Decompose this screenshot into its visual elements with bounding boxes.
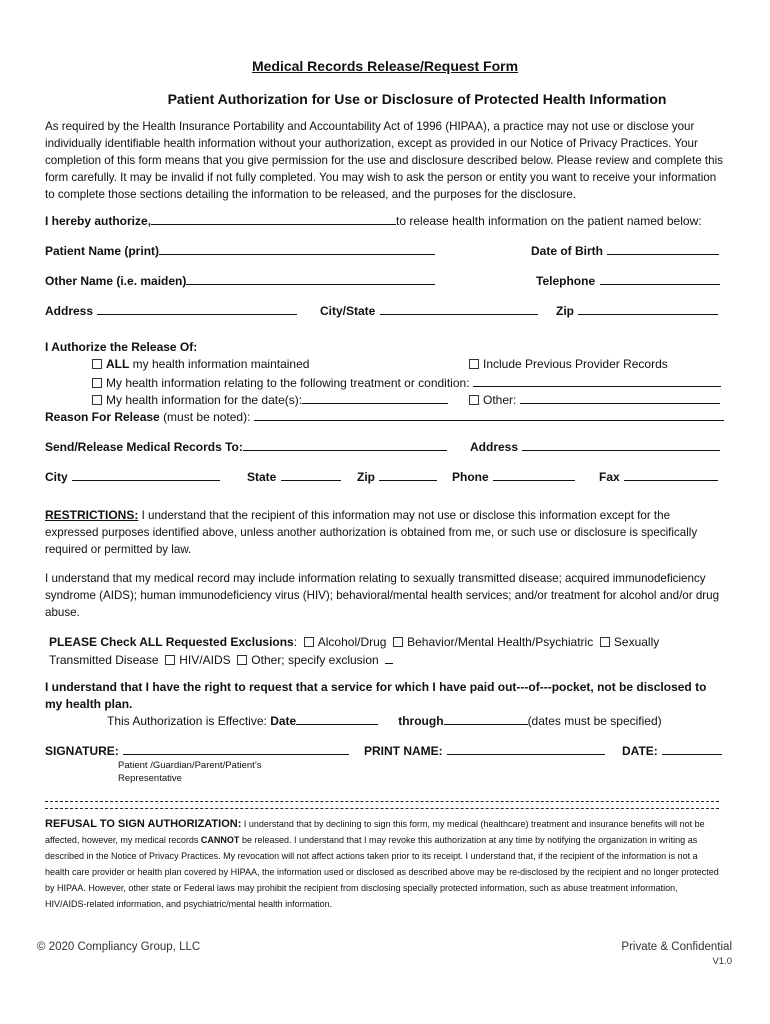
release-heading: I Authorize the Release Of: <box>45 340 198 354</box>
send-city-field[interactable] <box>72 468 220 481</box>
restrictions-label: RESTRICTIONS: <box>45 508 139 522</box>
refusal-cannot: CANNOT <box>200 835 240 845</box>
exclusion-alcohol-text: Alcohol/Drug <box>317 635 387 649</box>
effective-through-label: through <box>398 714 444 728</box>
exclusion-behavioral-text: Behavior/Mental Health/Psychiatric <box>407 635 594 649</box>
send-address-label: Address <box>470 440 519 454</box>
refusal-text-a: I understand that by declining to sign this form, my medical (healthcare) treatment and insurance benefits will not be affected, however, my medical records <box>45 819 705 845</box>
exclusion-alcohol-checkbox[interactable] <box>304 637 314 647</box>
send-address-row <box>470 438 720 456</box>
release-all-text: my health information maintained <box>132 357 310 371</box>
other-field[interactable] <box>520 391 720 404</box>
send-address-field[interactable] <box>522 438 720 451</box>
dates-checkbox[interactable] <box>92 395 102 405</box>
restrictions-text: I understand that the recipient of this information may not use or disclose this information except for the expressed purposes identified above, unless another authorization is obtained from me, or such use or disclosure is specifically required or permitted by law. <box>45 509 698 556</box>
print-name-field[interactable] <box>447 742 605 755</box>
other-option <box>469 391 720 407</box>
exclusion-std-text-b: Transmitted Disease <box>49 653 159 667</box>
signature-sublabel-line1: Patient /Guardian/Parent/Patient’s <box>118 760 262 771</box>
send-zip-label: Zip <box>357 470 375 484</box>
other-text: Other: <box>483 393 517 407</box>
send-city-row <box>45 468 220 486</box>
telephone-row <box>536 272 720 290</box>
out-of-pocket-paragraph: I understand that I have the right to request that a service for which I have paid out---of---pocket, not be disclosed to my health plan. <box>45 680 707 711</box>
signature-date-label: DATE: <box>622 744 658 758</box>
exclusion-other-checkbox[interactable] <box>237 655 247 665</box>
exclusions-paragraph <box>49 634 721 669</box>
print-name-label: PRINT NAME: <box>364 744 443 758</box>
form-title: Medical Records Release/Request Form <box>251 58 519 74</box>
send-phone-label: Phone <box>452 470 489 484</box>
authorize-suffix: to release health information on the patient named below: <box>396 214 702 228</box>
send-to-label: Send/Release Medical Records To: <box>45 440 243 454</box>
effective-prefix: This Authorization is Effective: <box>107 714 267 728</box>
citystate-row <box>320 302 538 320</box>
exclusion-hiv-text: HIV/AIDS <box>179 653 231 667</box>
effective-note: (dates must be specified) <box>527 714 662 728</box>
send-to-field[interactable] <box>243 438 447 451</box>
send-fax-field[interactable] <box>624 468 718 481</box>
effective-date-label: Date <box>270 714 297 728</box>
address-row <box>45 302 297 320</box>
patient-name-label: Patient Name (print) <box>45 244 160 258</box>
release-all-option <box>92 357 309 371</box>
exclusion-other-text: Other; specify exclusion <box>251 653 379 667</box>
citystate-field[interactable] <box>380 302 538 315</box>
send-zip-row <box>357 468 437 486</box>
signature-sublabel-line2: Representative <box>118 773 182 784</box>
dob-field[interactable] <box>607 242 719 255</box>
signature-field[interactable] <box>123 742 349 755</box>
release-all-checkbox[interactable] <box>92 359 102 369</box>
signature-date-field[interactable] <box>662 742 722 755</box>
effective-through-field[interactable] <box>444 712 528 725</box>
footer-private: Private & Confidential <box>621 941 732 953</box>
effective-date-field[interactable] <box>296 712 378 725</box>
treatment-option <box>92 374 721 390</box>
send-fax-row <box>599 468 718 486</box>
footer-copyright: © 2020 Compliancy Group, LLC <box>37 941 201 953</box>
telephone-label: Telephone <box>536 274 596 288</box>
telephone-field[interactable] <box>600 272 720 285</box>
patient-name-field[interactable] <box>159 242 435 255</box>
reason-note: (must be noted): <box>163 410 251 424</box>
treatment-text: My health information relating to the following treatment or condition: <box>106 376 470 390</box>
other-name-row <box>45 272 435 290</box>
authorized-party-field[interactable] <box>151 212 396 225</box>
reason-field[interactable] <box>254 408 724 421</box>
std-paragraph: I understand that my medical record may include information relating to sexually transmitted disease; acquired immunodeficiency syndrome (AIDS); human immunodeficiency virus (HIV); behavioral/mental health services; and/or treatment for alcohol and/or drug abuse. <box>45 572 720 619</box>
treatment-field[interactable] <box>473 374 721 387</box>
refusal-text-b: be released. I understand that I may revoke this authorization at any time by notifying the organization in writing as described in the Notice of Privacy Practices. My revocation will not affect actions taken prior to its receipt. I understand that, if the recipient of the information is not a health care provider or health plan covered by HIPAA, the information used or disclosed as described above may be re-disclosed by the recipient and no longer protected by HIPAA. However, other state or Federal laws may prohibit the recipient from disclosing specially protected information, such as abuse treatment information, HIV/AIDS-related information, and psychiatric/mental health information. <box>45 835 719 909</box>
form-subtitle: Patient Authorization for Use or Disclosure of Protected Health Information <box>167 91 667 107</box>
exclusion-std-checkbox[interactable] <box>600 637 610 647</box>
other-checkbox[interactable] <box>469 395 479 405</box>
exclusion-other-field[interactable] <box>385 651 393 664</box>
authorize-row <box>45 212 702 230</box>
include-previous-text: Include Previous Provider Records <box>483 357 668 371</box>
exclusion-behavioral-checkbox[interactable] <box>393 637 403 647</box>
other-name-label: Other Name (i.e. maiden) <box>45 274 187 288</box>
send-state-label: State <box>247 470 277 484</box>
zip-field[interactable] <box>578 302 718 315</box>
release-all-bold: ALL <box>106 357 130 371</box>
treatment-checkbox[interactable] <box>92 378 102 388</box>
intro-paragraph: As required by the Health Insurance Portability and Accountability Act of 1996 (HIPAA), a practice may not use or disclose your individually identifiable health information without your authorization, except as provided in our Notice of Privacy Practices. Your completion of this form means that you give permission for the use and disclosure described below. Please review and complete this form carefully. It may be invalid if not fully completed. You may wish to ask the person or entity you want to receive your information to complete those sections detailing the information to be released, and the purposes for the disclosure. <box>45 120 723 201</box>
send-phone-row <box>452 468 575 486</box>
dates-text: My health information for the date(s): <box>106 393 303 407</box>
exclusions-colon: : <box>293 635 298 649</box>
reason-row <box>45 408 724 424</box>
dates-field[interactable] <box>302 391 448 404</box>
reason-label: Reason For Release <box>45 410 160 424</box>
send-to-row <box>45 438 447 456</box>
authorize-label: I hereby authorize, <box>45 214 152 228</box>
exclusion-hiv-checkbox[interactable] <box>165 655 175 665</box>
exclusion-std-text-a: Sexually <box>613 635 660 649</box>
print-name-row <box>364 742 605 760</box>
patient-name-row <box>45 242 435 260</box>
signature-label: SIGNATURE: <box>45 744 119 758</box>
citystate-label: City/State <box>320 304 376 318</box>
refusal-label: REFUSAL TO SIGN AUTHORIZATION: <box>45 818 242 830</box>
section-separator <box>45 801 719 809</box>
address-label: Address <box>45 304 94 318</box>
send-zip-field[interactable] <box>379 468 437 481</box>
include-previous-checkbox[interactable] <box>469 359 479 369</box>
signature-row <box>45 742 349 760</box>
dates-option <box>92 391 448 407</box>
dob-label: Date of Birth <box>531 244 603 258</box>
zip-label: Zip <box>556 304 574 318</box>
send-phone-field[interactable] <box>493 468 575 481</box>
address-field[interactable] <box>97 302 297 315</box>
refusal-paragraph <box>45 816 721 912</box>
exclusions-label: PLEASE Check ALL Requested Exclusions <box>49 635 294 649</box>
send-state-row <box>247 468 341 486</box>
restrictions-paragraph <box>45 507 725 558</box>
send-state-field[interactable] <box>281 468 341 481</box>
include-previous-option <box>469 357 668 371</box>
send-fax-label: Fax <box>599 470 620 484</box>
dob-row <box>531 242 719 260</box>
other-name-field[interactable] <box>186 272 435 285</box>
signature-sublabel <box>118 759 261 785</box>
effective-row <box>107 712 662 728</box>
footer-version: V1.0 <box>712 956 732 967</box>
signature-date-row <box>622 742 722 760</box>
send-city-label: City <box>45 470 68 484</box>
zip-row <box>556 302 718 320</box>
